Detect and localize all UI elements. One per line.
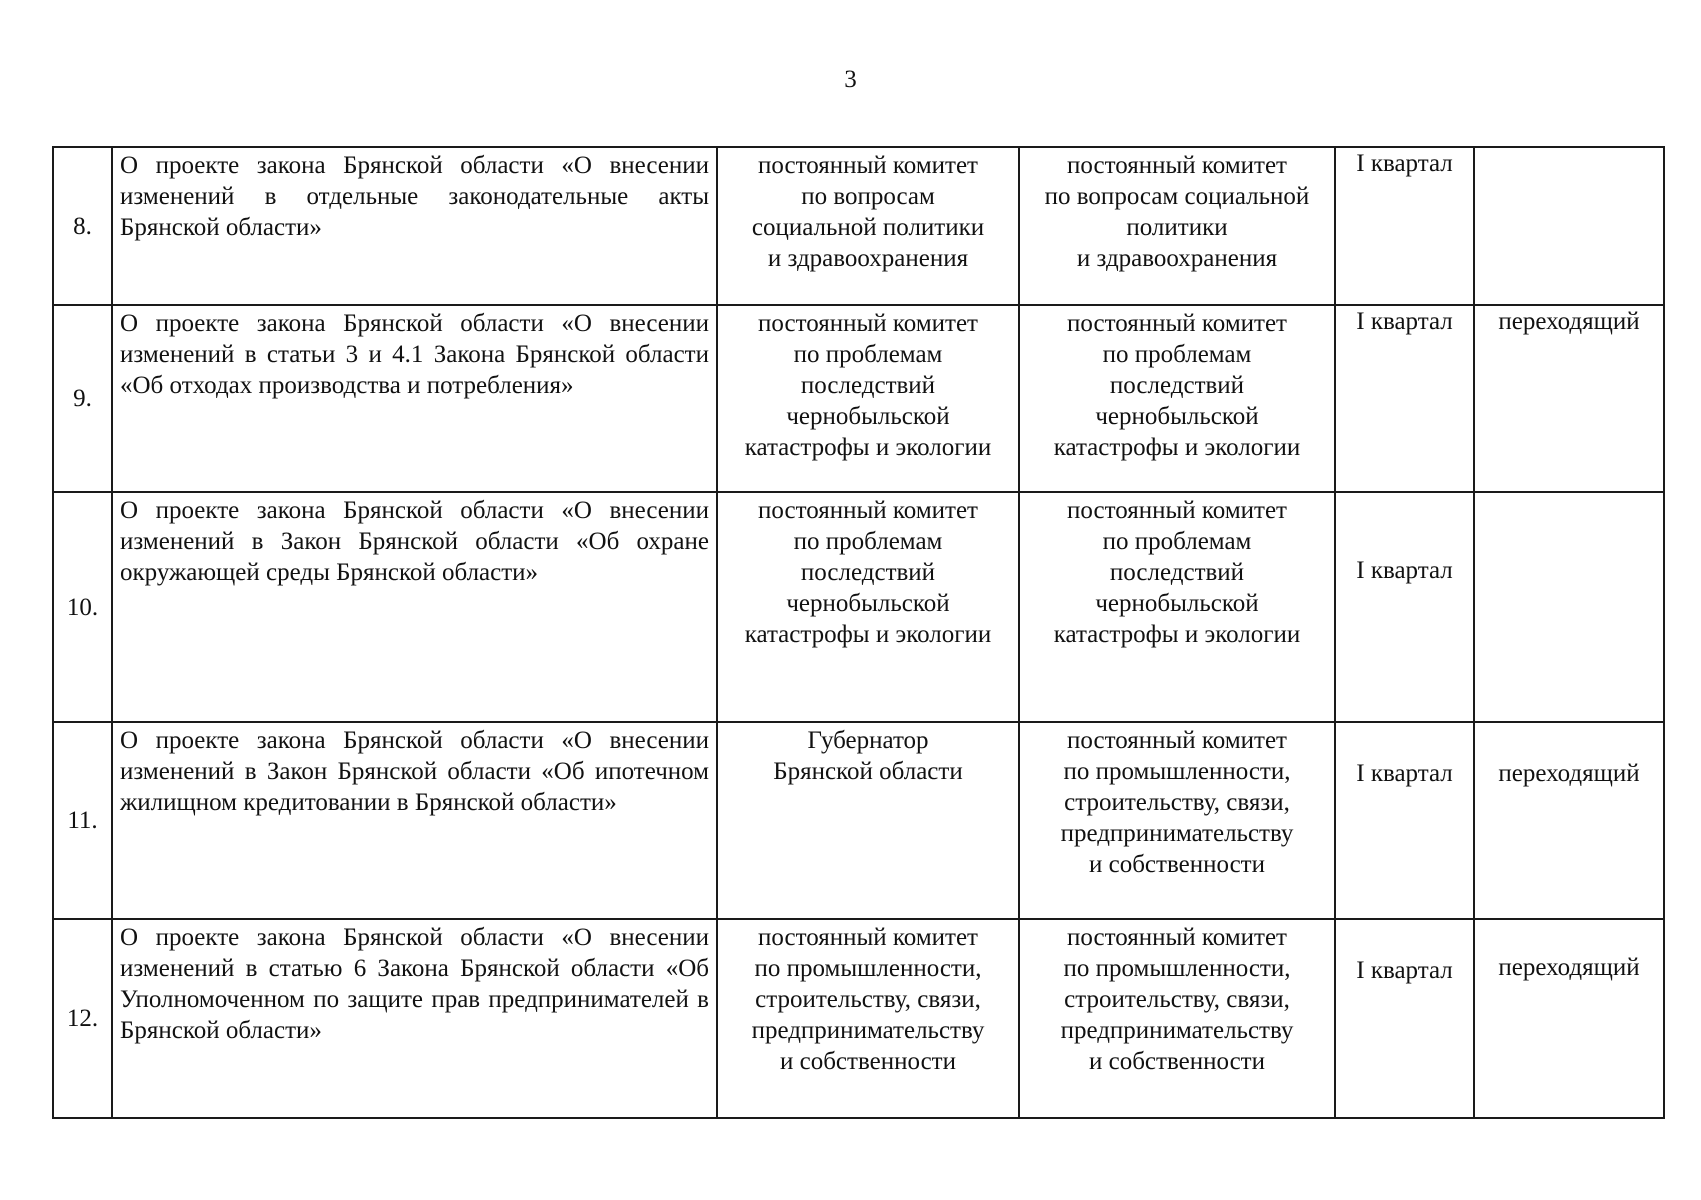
row-number: 8. xyxy=(53,147,112,305)
responsible-committee-cell: постоянный комитет по проблемам последствий чернобыльской катастрофы и экологии xyxy=(1019,305,1335,492)
developer-cell: постоянный комитет по проблемам последствий чернобыльской катастрофы и экологии xyxy=(717,305,1019,492)
table-row xyxy=(53,147,1664,305)
row-number: 11. xyxy=(53,722,112,919)
bill-title: О проекте закона Брянской области «О внесении изменений в Закон Брянской области «Об ипотечном жилищном кредитовании в Брянской области» xyxy=(112,722,717,919)
table-row xyxy=(53,492,1664,722)
term-text: I квартал xyxy=(1356,308,1453,335)
responsible-committee-cell: постоянный комитет по проблемам последствий чернобыльской катастрофы и экологии xyxy=(1019,492,1335,722)
term-cell xyxy=(1335,919,1474,1118)
legislative-plan-table xyxy=(52,146,1665,1119)
term-cell xyxy=(1335,492,1474,722)
responsible-committee-cell: постоянный комитет по промышленности, строительству, связи, предпринимательству и собственности xyxy=(1019,722,1335,919)
developer-cell: постоянный комитет по проблемам последствий чернобыльской катастрофы и экологии xyxy=(717,492,1019,722)
note-text: переходящий xyxy=(1498,308,1640,335)
term-text: I квартал xyxy=(1356,760,1453,787)
note-cell xyxy=(1474,919,1664,1118)
term-cell xyxy=(1335,722,1474,919)
responsible-committee-cell: постоянный комитет по вопросам социальной политики и здравоохранения xyxy=(1019,147,1335,305)
bill-title: О проекте закона Брянской области «О внесении изменений в Закон Брянской области «Об охране окружающей среды Брянской области» xyxy=(112,492,717,722)
note-text: переходящий xyxy=(1498,954,1640,981)
term-text: I квартал xyxy=(1356,957,1453,984)
developer-cell: Губернатор Брянской области xyxy=(717,722,1019,919)
row-number: 9. xyxy=(53,305,112,492)
page-number: 3 xyxy=(844,66,857,93)
bill-title: О проекте закона Брянской области «О внесении изменений в статью 6 Закона Брянской области «Об Уполномоченном по защите прав предпринимателей в Брянской области» xyxy=(112,919,717,1118)
note-cell xyxy=(1474,147,1664,305)
table-row xyxy=(53,305,1664,492)
term-cell xyxy=(1335,305,1474,492)
note-cell xyxy=(1474,305,1664,492)
row-number: 10. xyxy=(53,492,112,722)
note-text: переходящий xyxy=(1498,760,1640,787)
developer-cell: постоянный комитет по вопросам социальной политики и здравоохранения xyxy=(717,147,1019,305)
term-text: I квартал xyxy=(1356,557,1453,584)
bill-title: О проекте закона Брянской области «О внесении изменений в отдельные законодательные акты Брянской области» xyxy=(112,147,717,305)
term-text: I квартал xyxy=(1356,150,1453,177)
note-cell xyxy=(1474,722,1664,919)
row-number: 12. xyxy=(53,919,112,1118)
developer-cell: постоянный комитет по промышленности, строительству, связи, предпринимательству и собственности xyxy=(717,919,1019,1118)
bill-title: О проекте закона Брянской области «О внесении изменений в статьи 3 и 4.1 Закона Брянской области «Об отходах производства и потребления» xyxy=(112,305,717,492)
note-cell xyxy=(1474,492,1664,722)
table-row xyxy=(53,919,1664,1118)
term-cell xyxy=(1335,147,1474,305)
responsible-committee-cell: постоянный комитет по промышленности, строительству, связи, предпринимательству и собственности xyxy=(1019,919,1335,1118)
table-row xyxy=(53,722,1664,919)
